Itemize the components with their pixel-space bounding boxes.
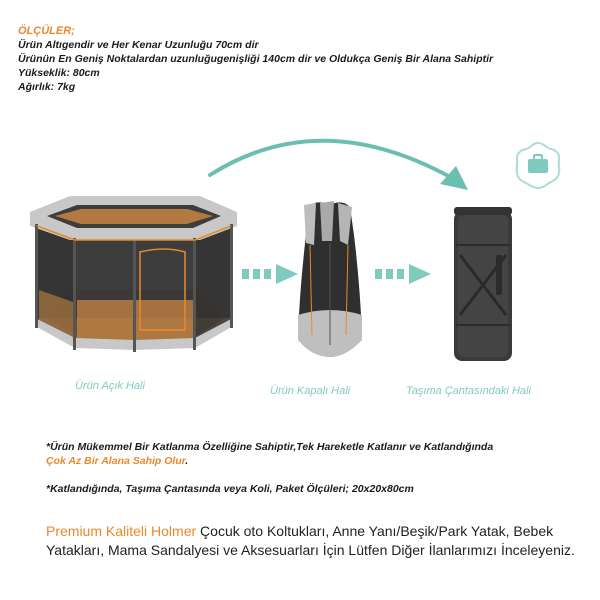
carry-bag-image [448,205,518,365]
spec-line-width: Ürünün En Geniş Noktalardan uzunluğugenişliği 140cm dir ve Oldukça Geniş Bir Alana Sahiptir [18,53,494,65]
playpen-folded-image [290,195,370,365]
curved-arrow-icon [200,120,480,200]
playpen-open-image [25,190,240,360]
fold-note [46,440,586,468]
caption-folded: Ürün Kapalı Hali [270,385,351,397]
promo-body: Çocuk oto Koltukları, Anne Yanı/Beşik/Park Yatak, Bebek Yatakları, Mama Sandalyesi ve Aksesuarları İçin Lütfen Diğer İlanlarımızı İnceleyeniz. [46,523,575,558]
spec-line-weight: Ağırlık: 7kg [18,81,76,93]
fold-note-highlight: Çok Az Bir Alana Sahip Olur [46,455,186,467]
spec-line-side: Ürün Altıgendir ve Her Kenar Uzunluğu 70cm dir [18,39,259,51]
package-note: *Katlandığında, Taşıma Çantasında veya Koli, Paket Ölçüleri; 20x20x80cm [46,483,414,495]
promo-text [46,522,586,560]
specs-block [18,25,588,94]
specs-heading: ÖLÇÜLER; [18,25,75,37]
fold-note-text: *Ürün Mükemmel Bir Katlanma Özelliğine Sahiptir,Tek Hareketle Katlanır ve Katlandığında [46,441,494,453]
suitcase-icon [513,140,563,190]
caption-bag: Taşıma Çantasındaki Hali [406,385,531,397]
spec-line-height: Yükseklik: 80cm [18,67,100,79]
arrow-right-icon [375,262,433,286]
promo-brand: Premium Kaliteli Holmer [46,523,197,539]
fold-note-suffix: . [185,455,189,467]
caption-open: Ürün Açık Hali [75,380,145,392]
